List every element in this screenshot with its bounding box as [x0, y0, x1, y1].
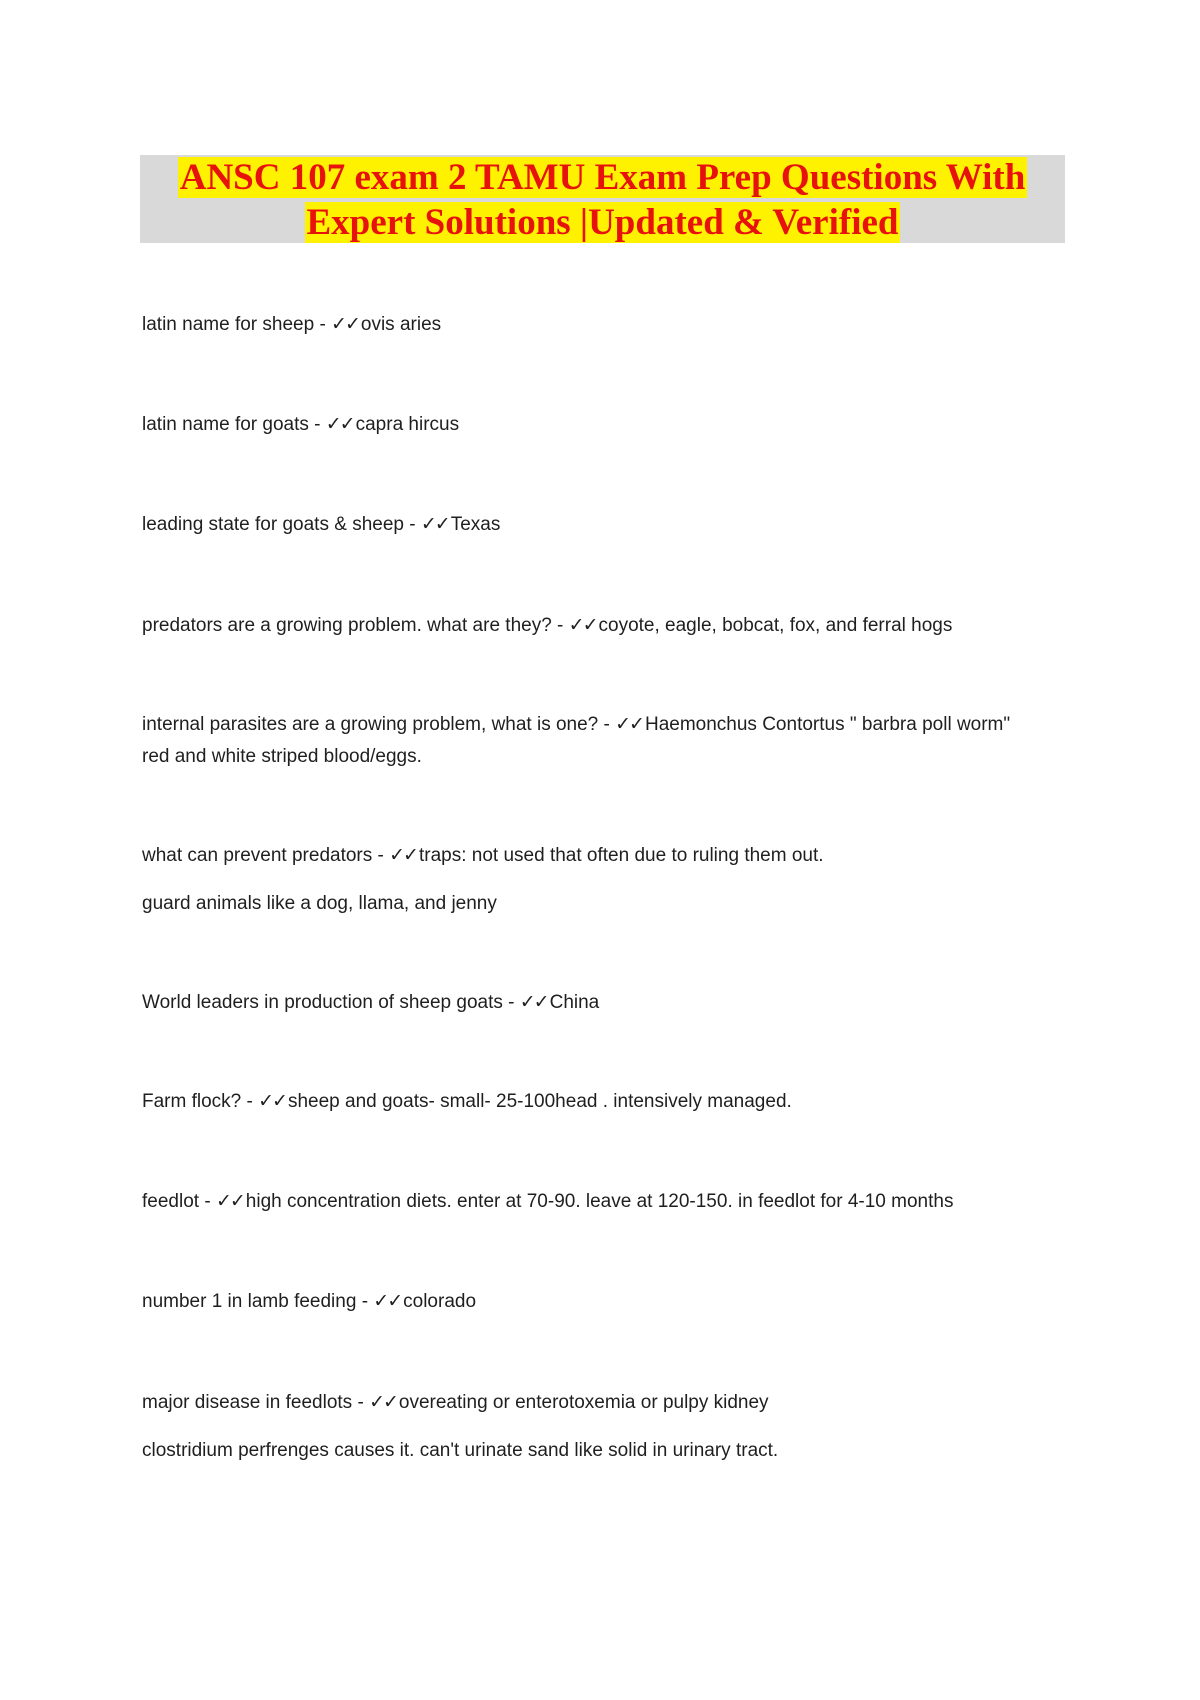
title-highlight-2: Expert Solutions |Updated & Verified [306, 202, 899, 243]
qa-entry-latin-goats [142, 409, 1082, 441]
qa-entry-farm-flock [142, 1086, 1082, 1118]
question-text: predators are a growing problem. what are they? - [142, 615, 569, 636]
qa-line [142, 1387, 1082, 1419]
qa-line [142, 1086, 1082, 1118]
document-title [140, 155, 1065, 243]
answer-text: high concentration diets. enter at 70-90. leave at 120-150. in feedlot for 4-10 months [245, 1191, 954, 1212]
question-text: Farm flock? - [142, 1091, 259, 1112]
answer-text: coyote, eagle, bobcat, fox, and ferral hogs [598, 615, 953, 636]
answer-continuation: red and white striped blood/eggs. [142, 746, 422, 767]
question-text: latin name for goats - [142, 414, 326, 435]
qa-entry-latin-sheep [142, 309, 1082, 341]
qa-entry-leading-state [142, 509, 1082, 541]
answer-continuation: clostridium perfrenges causes it. can't urinate sand like solid in urinary tract. [142, 1440, 779, 1461]
qa-line [142, 409, 1082, 441]
double-check-icon: ✓✓ [389, 845, 417, 866]
qa-entry-feedlot [142, 1186, 1082, 1218]
answer-text: Texas [450, 514, 501, 535]
qa-entry-major-disease [142, 1387, 1082, 1467]
title-line-1 [140, 155, 1065, 200]
double-check-icon: ✓✓ [615, 714, 643, 735]
double-check-icon: ✓✓ [331, 314, 359, 335]
qa-entry-prevent-predators [142, 840, 1082, 920]
double-check-icon: ✓✓ [519, 992, 548, 1013]
answer-continuation: guard animals like a dog, llama, and jenny [142, 893, 497, 914]
qa-entry-world-leaders [142, 987, 1082, 1019]
qa-line [142, 1286, 1082, 1318]
double-check-icon: ✓✓ [258, 1091, 286, 1112]
answer-text: capra hircus [355, 414, 460, 435]
qa-entry-internal-parasites [142, 709, 1082, 773]
question-text: number 1 in lamb feeding - [142, 1291, 374, 1312]
title-line-2 [140, 200, 1065, 245]
qa-line [142, 840, 1082, 872]
answer-text: China [549, 992, 600, 1013]
qa-line [142, 1186, 1082, 1218]
qa-line [142, 309, 1082, 341]
double-check-icon: ✓✓ [420, 514, 449, 535]
qa-line [142, 509, 1082, 541]
answer-text: Haemonchus Contortus " barbra poll worm" [644, 714, 1011, 735]
qa-entry-lamb-feeding [142, 1286, 1082, 1318]
double-check-icon: ✓✓ [568, 615, 597, 636]
answer-text: ovis aries [360, 314, 442, 335]
answer-text: overeating or enterotoxemia or pulpy kidney [398, 1392, 769, 1413]
question-text: what can prevent predators - [142, 845, 390, 866]
question-text: latin name for sheep - [142, 314, 332, 335]
answer-text: colorado [403, 1291, 477, 1312]
answer-text: traps: not used that often due to ruling them out. [418, 845, 824, 866]
question-text: major disease in feedlots - [142, 1392, 370, 1413]
double-check-icon: ✓✓ [325, 414, 354, 435]
question-text: leading state for goats & sheep - [142, 514, 421, 535]
qa-entry-predators [142, 610, 1082, 642]
question-text: internal parasites are a growing problem, what is one? - [142, 714, 616, 735]
title-highlight-1: ANSC 107 exam 2 TAMU Exam Prep Questions With [179, 157, 1026, 198]
question-text: feedlot - [142, 1191, 216, 1212]
question-text: World leaders in production of sheep goats - [142, 992, 520, 1013]
double-check-icon: ✓✓ [215, 1191, 244, 1212]
answer-text: sheep and goats- small- 25-100head . intensively managed. [287, 1091, 792, 1112]
qa-line [142, 610, 1082, 642]
double-check-icon: ✓✓ [369, 1392, 397, 1413]
double-check-icon: ✓✓ [373, 1291, 402, 1312]
qa-line [142, 987, 1082, 1019]
qa-line [142, 709, 1082, 741]
